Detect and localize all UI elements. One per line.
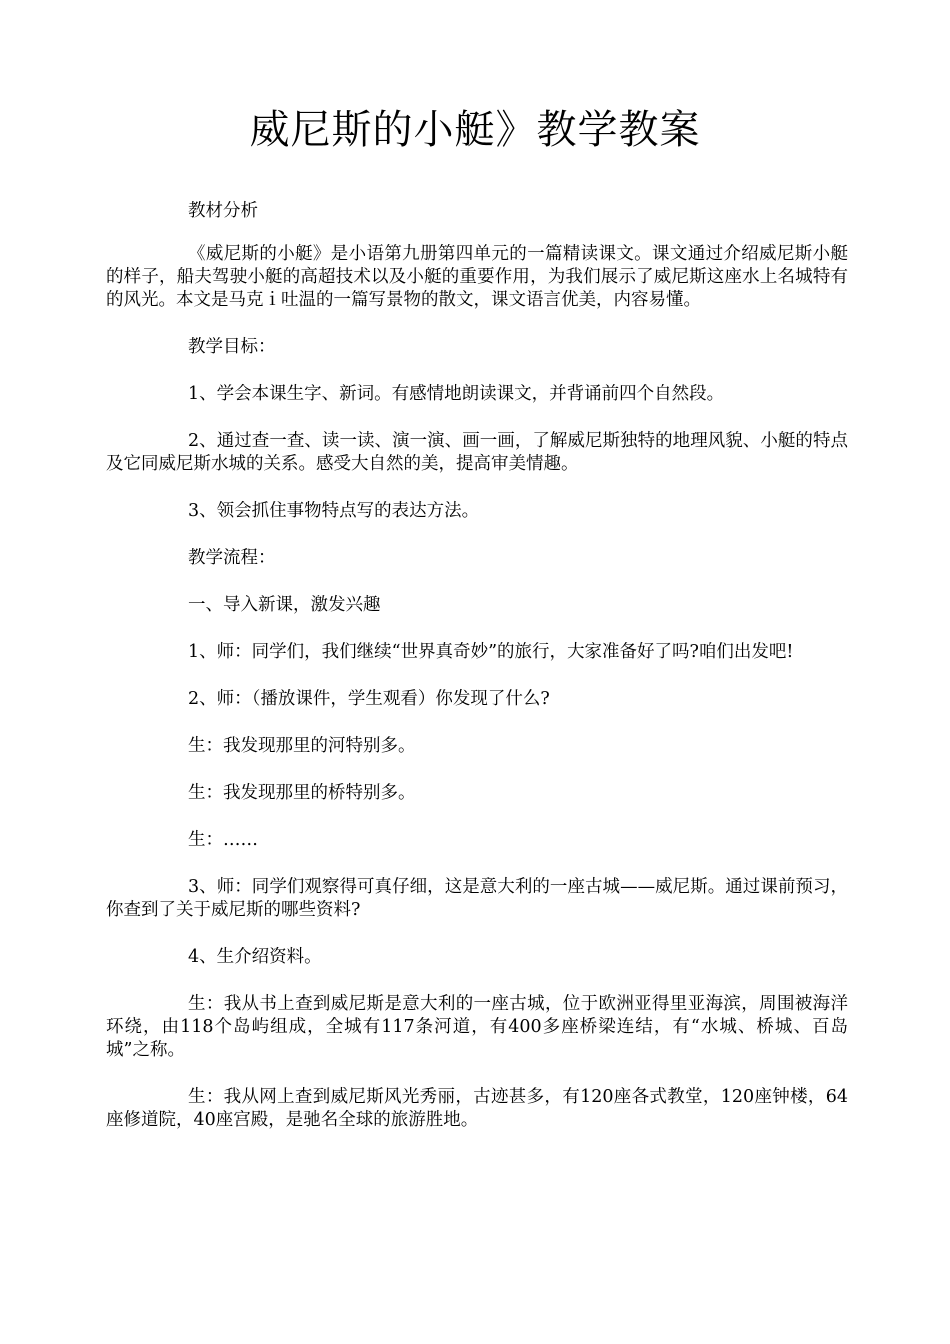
process-step-heading: 一、导入新课，激发兴趣 (188, 595, 381, 615)
section-heading-materials: 教材分析 (188, 201, 258, 221)
goal-item-1: 1、学会本课生字、新词。有感情地朗读课文，并背诵前四个自然段。 (188, 384, 725, 404)
student-resource-2: 生：我从网上查到威尼斯风光秀丽，古迹甚多，有120座各式教堂，120座钟楼，64座修道院，40座宫殿，是驰名全球的旅游胜地。 (106, 1087, 848, 1130)
section-heading-goals: 教学目标： (188, 337, 276, 357)
process-item-4: 4、生介绍资料。 (188, 947, 322, 967)
goal-item-3: 3、领会抓住事物特点写的表达方法。 (188, 501, 480, 521)
document-body (106, 200, 848, 1132)
student-resource-1: 生：我从书上查到威尼斯是意大利的一座古城，位于欧洲亚得里亚海滨，周围被海洋环绕，由118个岛屿组成，全城有117条河道，有400多座桥梁连结，有“水城、桥城、百岛城”之称。 (106, 994, 848, 1060)
goal-item-2: 2、通过查一查、读一读、演一演、画一画，了解威尼斯独特的地理风貌、小艇的特点及它同威尼斯水城的关系。感受大自然的美，提高审美情趣。 (106, 431, 848, 474)
process-item-2: 2、师：（播放课件，学生观看）你发现了什么? (188, 689, 550, 709)
section-heading-process: 教学流程： (188, 548, 276, 568)
student-response-3: 生：…… (188, 830, 258, 850)
document-title: 威尼斯的小艇》教学教案 (249, 107, 701, 153)
process-item-1: 1、师：同学们，我们继续“世界真奇妙”的旅行，大家准备好了吗?咱们出发吧! (188, 642, 794, 662)
paragraph-analysis: 《威尼斯的小艇》是小语第九册第四单元的一篇精读课文。课文通过介绍威尼斯小艇的样子，船夫驾驶小艇的高超技术以及小艇的重要作用，为我们展示了威尼斯这座水上名城特有的风光。本文是马克ｉ吐温的一篇写景物的散文，课文语言优美，内容易懂。 (106, 244, 848, 310)
process-item-3: 3、师：同学们观察得可真仔细，这是意大利的一座古城——威尼斯。通过课前预习，你查到了关于威尼斯的哪些资料? (106, 877, 848, 920)
student-response-1: 生：我发现那里的河特别多。 (188, 736, 416, 756)
student-response-2: 生：我发现那里的桥特别多。 (188, 783, 416, 803)
